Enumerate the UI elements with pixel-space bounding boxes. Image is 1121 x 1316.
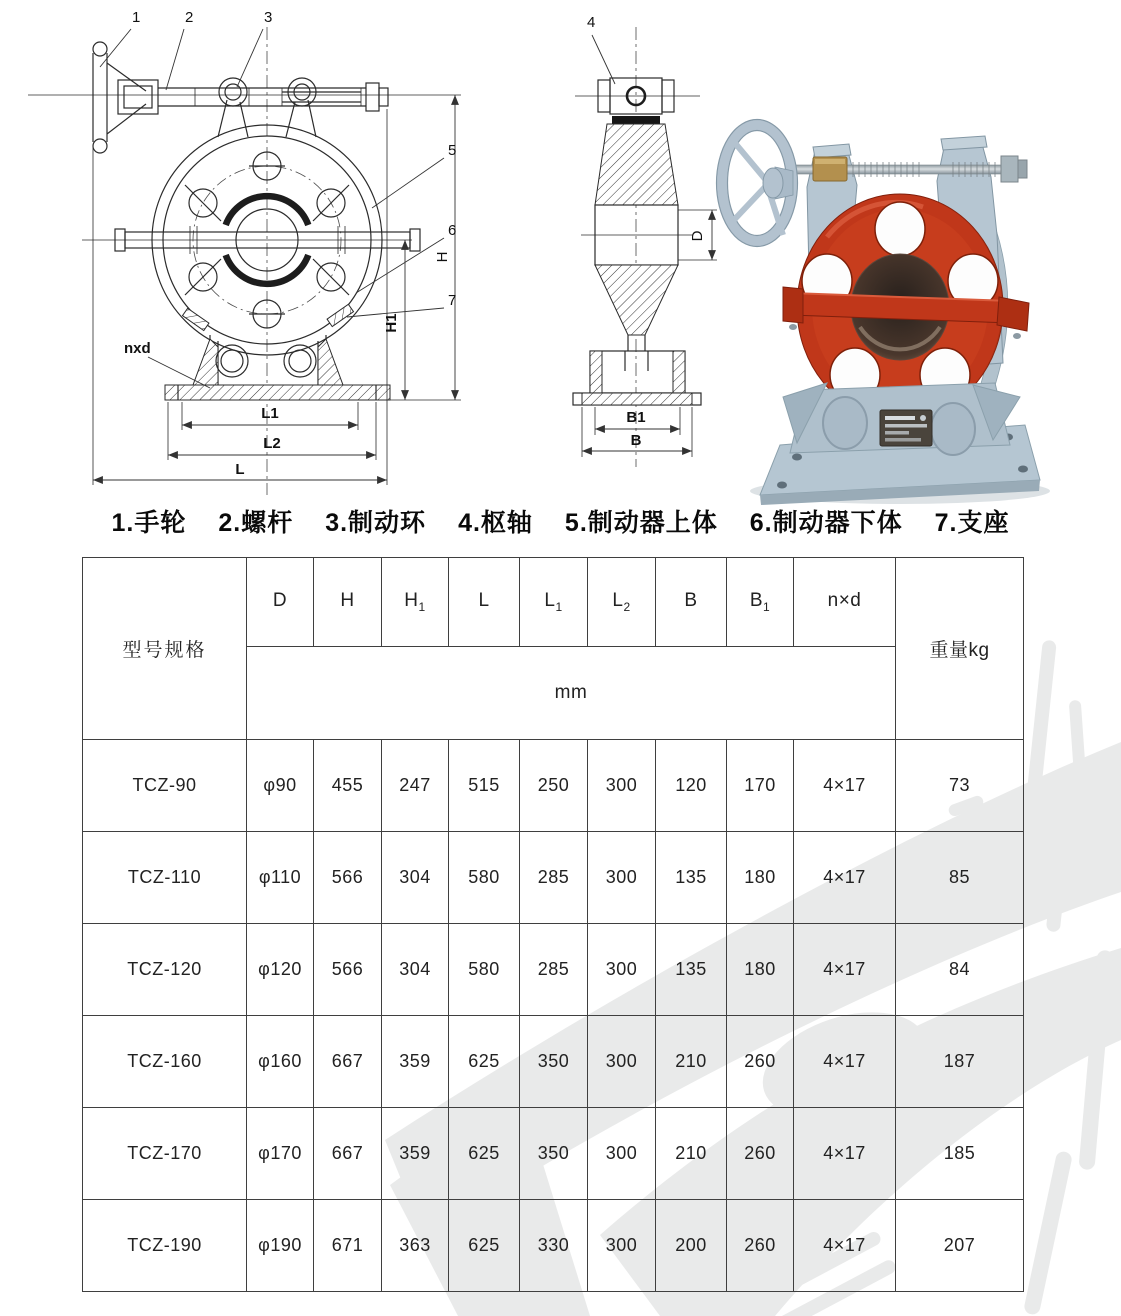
- cell-value: 625: [449, 1108, 520, 1200]
- legend-item: 4.枢轴: [458, 509, 533, 537]
- col-header-D: D: [247, 558, 314, 647]
- cell-value: φ110: [247, 832, 314, 924]
- col-header-L2: $L_2$: [588, 558, 656, 647]
- cell-value: 135: [656, 924, 727, 1016]
- cell-value: 247: [382, 740, 449, 832]
- cell-value: 359: [382, 1108, 449, 1200]
- spec-table: [82, 557, 1024, 1292]
- cell-value: φ160: [247, 1016, 314, 1108]
- cell-value: 330: [520, 1200, 588, 1292]
- brake-body-section: [581, 124, 693, 351]
- dim-d-label: D: [689, 230, 706, 242]
- legend-item: 7.支座: [934, 509, 1010, 537]
- cell-model: TCZ-90: [83, 740, 247, 832]
- legend-item: 5.制动器上体: [564, 509, 718, 537]
- cell-value: 300: [588, 1108, 656, 1200]
- dim-h1-label: H1: [383, 313, 400, 333]
- cell-weight: 84: [896, 924, 1024, 1016]
- cell-value: 200: [656, 1200, 727, 1292]
- cell-value: 625: [449, 1200, 520, 1292]
- cell-value: 350: [520, 1016, 588, 1108]
- handwheel-front: [93, 42, 158, 153]
- table-row: [83, 740, 1024, 832]
- cell-value: 580: [449, 832, 520, 924]
- cell-value: 4×17: [794, 924, 896, 1016]
- cell-value: 667: [314, 1108, 382, 1200]
- cell-value: 180: [727, 924, 794, 1016]
- col-header-H: H: [314, 558, 382, 647]
- cell-value: 285: [520, 832, 588, 924]
- cell-value: 359: [382, 1016, 449, 1108]
- table-row: [83, 924, 1024, 1016]
- cell-value: φ190: [247, 1200, 314, 1292]
- table-row: [83, 1016, 1024, 1108]
- cell-value: 210: [656, 1016, 727, 1108]
- cell-value: 260: [727, 1016, 794, 1108]
- legend-item: 1.手轮: [111, 509, 187, 537]
- support-base-section: [573, 351, 701, 405]
- cell-value: φ170: [247, 1108, 314, 1200]
- dim-l1-label: L1: [261, 405, 279, 422]
- cell-value: 210: [656, 1108, 727, 1200]
- col-header-H1: $H_1$: [382, 558, 449, 647]
- table-row: [83, 832, 1024, 924]
- dim-b-label: B: [630, 432, 642, 449]
- callout-2-label: 2: [185, 9, 194, 26]
- cell-weight: 207: [896, 1200, 1024, 1292]
- parts-legend: [0, 503, 1121, 539]
- cell-value: 667: [314, 1016, 382, 1108]
- product-photo: [695, 95, 1121, 507]
- col-header-B: B: [656, 558, 727, 647]
- cell-value: 260: [727, 1108, 794, 1200]
- dim-nxd-label: nxd: [124, 340, 151, 357]
- cell-value: 260: [727, 1200, 794, 1292]
- base-plate: [165, 385, 390, 400]
- cell-model: TCZ-170: [83, 1108, 247, 1200]
- cell-value: 170: [727, 740, 794, 832]
- cell-value: 671: [314, 1200, 382, 1292]
- cell-value: 285: [520, 924, 588, 1016]
- unit-cell: mm: [247, 647, 896, 740]
- handwheel: [717, 120, 798, 247]
- col-header-B1: $B_1$: [727, 558, 794, 647]
- legend-item: 6.制动器下体: [749, 509, 903, 537]
- cell-value: 300: [588, 740, 656, 832]
- cell-value: 300: [588, 1016, 656, 1108]
- cell-value: 350: [520, 1108, 588, 1200]
- cell-value: φ90: [247, 740, 314, 832]
- cell-value: 300: [588, 924, 656, 1016]
- screw-rod: [158, 83, 388, 111]
- nameplate: [880, 410, 932, 446]
- cell-value: 304: [382, 924, 449, 1016]
- cell-value: 135: [656, 832, 727, 924]
- callout-6-label: 6: [448, 222, 457, 239]
- cell-weight: 185: [896, 1108, 1024, 1200]
- col-header-weight: 重量kg: [896, 558, 1024, 740]
- cell-value: 120: [656, 740, 727, 832]
- table-row: [83, 1200, 1024, 1292]
- cell-value: 363: [382, 1200, 449, 1292]
- cell-value: φ120: [247, 924, 314, 1016]
- legend-item: 2.螺杆: [218, 509, 294, 537]
- cell-value: 300: [588, 832, 656, 924]
- dim-h-label: H: [434, 251, 451, 263]
- cell-value: 515: [449, 740, 520, 832]
- support-legs: [165, 304, 390, 400]
- cell-weight: 187: [896, 1016, 1024, 1108]
- cell-model: TCZ-110: [83, 832, 247, 924]
- cell-value: 304: [382, 832, 449, 924]
- col-header-L1: $L_1$: [520, 558, 588, 647]
- cell-value: 566: [314, 832, 382, 924]
- cell-model: TCZ-190: [83, 1200, 247, 1292]
- cell-model: TCZ-160: [83, 1016, 247, 1108]
- table-row: [83, 1108, 1024, 1200]
- cell-value: 4×17: [794, 740, 896, 832]
- col-header-nxd: n×d: [794, 558, 896, 647]
- callout-7-label: 7: [448, 292, 457, 309]
- cell-value: 4×17: [794, 832, 896, 924]
- cell-value: 4×17: [794, 1108, 896, 1200]
- cell-value: 580: [449, 924, 520, 1016]
- col-header-L: L: [449, 558, 520, 647]
- cell-weight: 73: [896, 740, 1024, 832]
- cell-value: 180: [727, 832, 794, 924]
- callout-5-label: 5: [448, 142, 457, 159]
- front-view-drawing: [20, 5, 470, 497]
- cell-model: TCZ-120: [83, 924, 247, 1016]
- cell-weight: 85: [896, 832, 1024, 924]
- cell-value: 455: [314, 740, 382, 832]
- dim-l2-label: L2: [263, 435, 281, 452]
- support-base: [760, 383, 1040, 505]
- cell-value: 566: [314, 924, 382, 1016]
- callout-1-label: 1: [132, 9, 141, 26]
- legend-item: 3.制动环: [325, 509, 427, 537]
- col-header-model: 型号规格: [83, 558, 247, 740]
- cell-value: 4×17: [794, 1200, 896, 1292]
- dim-b1-label: B1: [626, 409, 646, 426]
- cell-value: 300: [588, 1200, 656, 1292]
- callout-4-label: 4: [587, 14, 596, 31]
- callout-3-label: 3: [264, 9, 273, 26]
- cell-value: 250: [520, 740, 588, 832]
- dim-l-label: L: [235, 461, 245, 478]
- cell-value: 625: [449, 1016, 520, 1108]
- cell-value: 4×17: [794, 1016, 896, 1108]
